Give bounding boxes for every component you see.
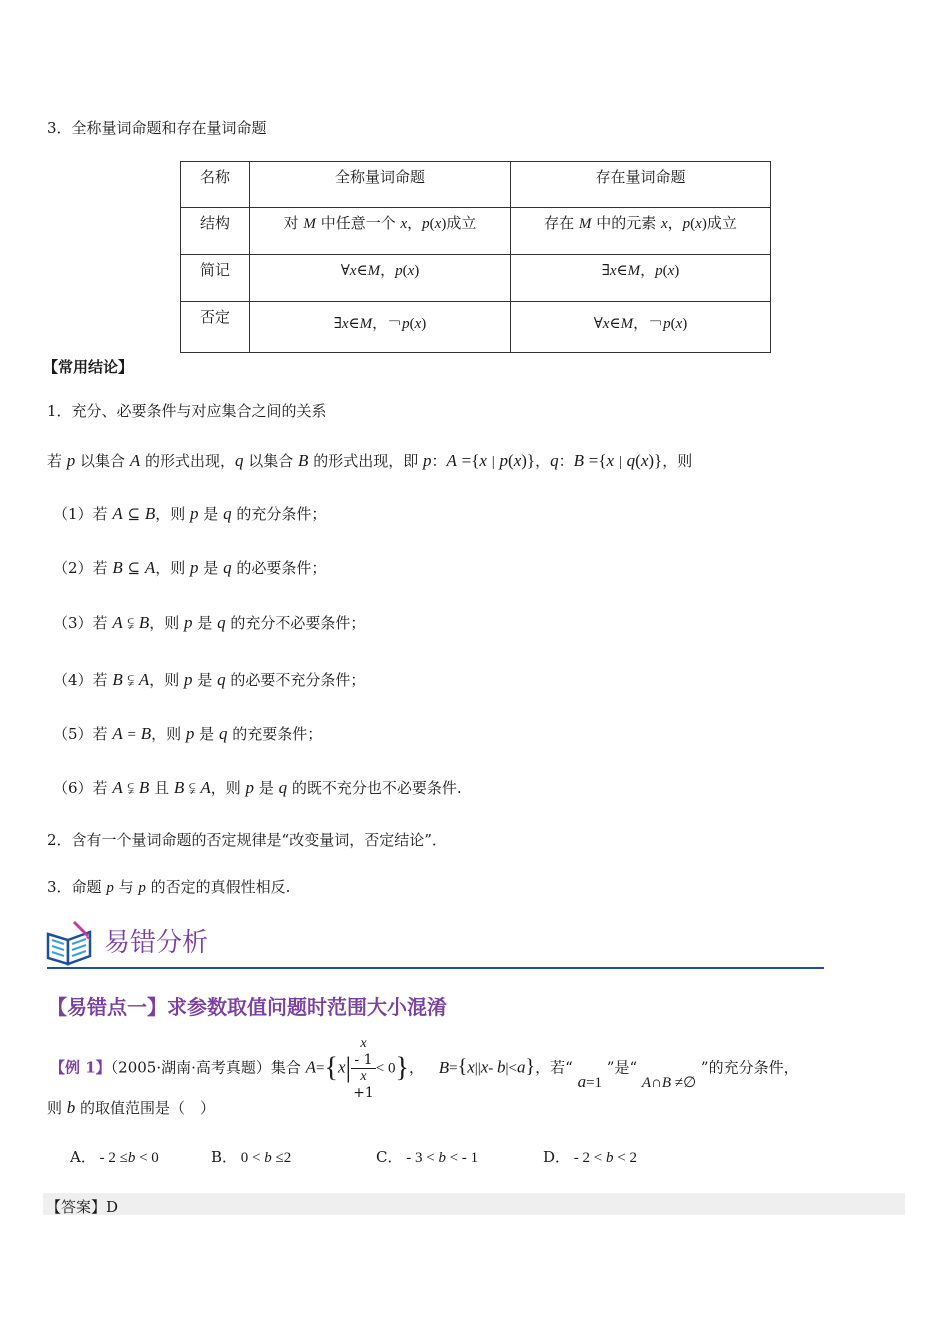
conclusion-item-3: 3．命题 p 与 p 的否定的真假性相反. <box>47 878 291 896</box>
conclusion-intro: 若 p 以集合 A 的形式出现，q 以集合 B 的形式出现，即 p：A ={x | p(x)}，q：B ={x | q(x)}，则 <box>47 451 693 470</box>
example-1: 【例 1】（2005·湖南·高考真题）集合 A={x| x - 1 x +1 < 0}， B={x||x- b|<a}，若“ a=1 ”是“ A∩B ≠∅ ”的充分条件， <box>50 1036 799 1101</box>
table-row-label: 简记 <box>181 255 250 302</box>
quantifier-table <box>180 161 771 353</box>
option-b[interactable]: B． 0 < b ≤2 <box>211 1148 292 1166</box>
table-cell: ∀x∈M，p(x) <box>250 255 511 302</box>
option-a[interactable]: A． - 2 ≤b < 0 <box>70 1148 159 1166</box>
conclusion-case-1: （1）若 A ⊆ B，则 p 是 q 的充分条件； <box>53 504 327 523</box>
table-cell: 存在 M 中的元素 x，p(x)成立 <box>511 208 771 255</box>
conclusion-case-2: （2）若 B ⊆ A，则 p 是 q 的必要条件； <box>53 558 327 577</box>
answer-bar <box>43 1193 905 1215</box>
table-cell: ∃x∈M，p(x) <box>511 255 771 302</box>
example-label: 【例 1】 <box>50 1058 111 1077</box>
table-cell: ∀x∈M，￢p(x) <box>511 302 771 353</box>
conclusion-item-1-title: 1．充分、必要条件与对应集合之间的关系 <box>47 402 327 420</box>
option-c[interactable]: C． - 3 < b < - 1 <box>376 1148 479 1166</box>
section-divider <box>47 967 824 969</box>
table-row-label: 否定 <box>181 302 250 353</box>
table-row-label: 结构 <box>181 208 250 255</box>
conclusions-title: 【常用结论】 <box>43 358 134 376</box>
table-cell: 对 M 中任意一个 x，p(x)成立 <box>250 208 511 255</box>
conclusion-case-3: （3）若 A ⫋ B，则 p 是 q 的充分不必要条件； <box>53 613 366 632</box>
conclusion-case-4: （4）若 B ⫋ A，则 p 是 q 的必要不充分条件； <box>53 670 366 689</box>
heading-quantifier-propositions: 3．全称量词命题和存在量词命题 <box>47 119 267 137</box>
conclusion-item-2: 2．含有一个量词命题的否定规律是“改变量词，否定结论”． <box>47 831 447 849</box>
conclusion-case-5: （5）若 A = B，则 p 是 q 的充要条件； <box>53 724 323 743</box>
table-cell: ∃x∈M，￢p(x) <box>250 302 511 353</box>
conclusion-case-6: （6）若 A ⫋ B 且 B ⫋ A，则 p 是 q 的既不充分也不必要条件. <box>53 778 462 797</box>
section-title: 易错分析 <box>104 928 209 958</box>
table-header-universal: 全称量词命题 <box>250 162 511 208</box>
error-point-1-title: 【易错点一】求参数取值问题时范围大小混淆 <box>47 995 447 1019</box>
table-header-existential: 存在量词命题 <box>511 162 771 208</box>
book-icon <box>44 918 96 970</box>
table-header-name: 名称 <box>181 162 250 208</box>
example-1-line-2: 则 b 的取值范围是（ ） <box>47 1098 216 1117</box>
answer: 【答案】D <box>46 1198 119 1216</box>
option-d[interactable]: D． - 2 < b < 2 <box>543 1148 637 1166</box>
